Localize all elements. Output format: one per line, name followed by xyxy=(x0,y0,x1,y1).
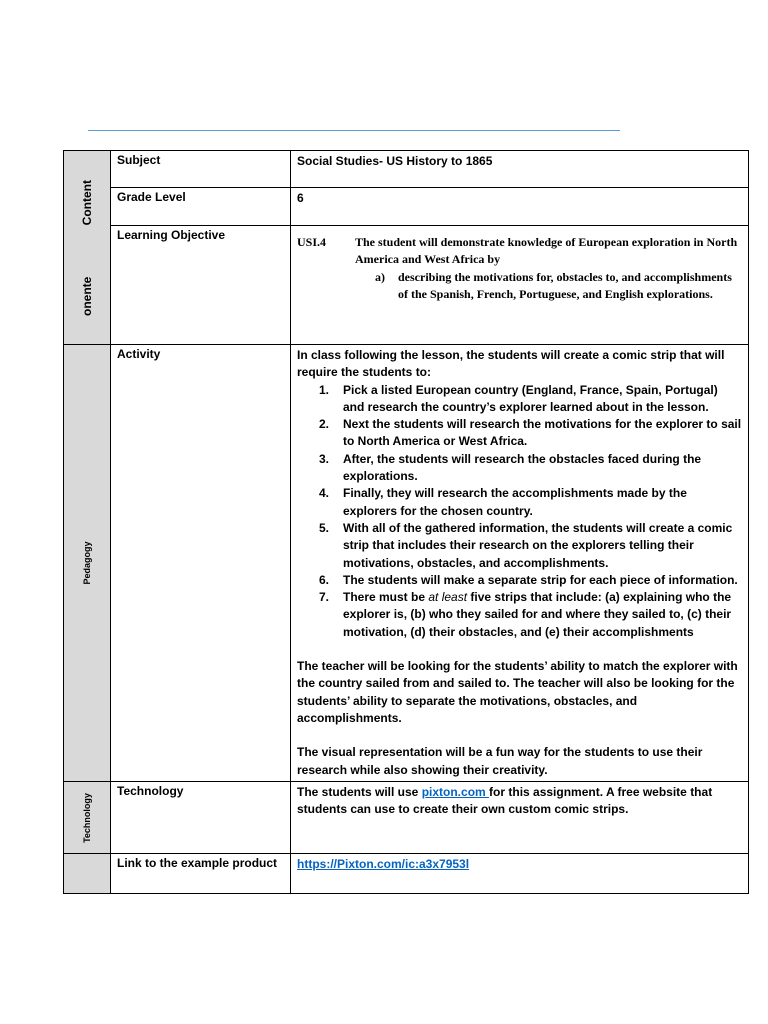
activity-label: Activity xyxy=(111,345,291,782)
subject-label: Subject xyxy=(111,151,291,188)
activity-value xyxy=(291,345,749,782)
example-label: Link to the example product xyxy=(111,854,291,894)
activity-steps xyxy=(319,382,742,641)
table-row xyxy=(64,345,749,782)
table-row xyxy=(64,782,749,854)
objective-sub-marker: a) xyxy=(375,269,385,284)
emphasis-text: at least xyxy=(428,590,468,605)
table-row xyxy=(64,188,749,226)
section-content-cell xyxy=(64,151,111,345)
objective-value xyxy=(291,226,749,345)
section-technology-cell xyxy=(64,782,111,854)
section-pedagogy-label: Pedagogy xyxy=(82,541,92,585)
grade-value: 6 xyxy=(291,188,749,226)
table-row xyxy=(64,151,749,188)
technology-value: The students will use pixton.com for this assignment. A free website that students can use to create their own custom comic strips. xyxy=(291,782,749,854)
list-item: 6. The students will make a separate strip for each piece of information. xyxy=(319,572,738,587)
technology-label: Technology xyxy=(111,782,291,854)
activity-paragraph-2: The visual representation will be a fun way for the students to use their research while also showing their creativity. xyxy=(297,745,703,777)
objective-text: The student will demonstrate knowledge of European exploration in North America and West Africa by xyxy=(355,235,738,267)
example-product-link[interactable]: https://Pixton.com/ic:a3x7953l xyxy=(297,857,470,871)
subject-value: Social Studies- US History to 1865 xyxy=(291,151,749,188)
list-item: 1. Pick a listed European country (England, France, Spain, Portugal) and research the country’s explorer learned about in the lesson. xyxy=(319,382,718,414)
objective-code: USI.4 xyxy=(297,235,327,249)
header-rule xyxy=(88,130,620,131)
list-item: 3. After, the students will research the obstacles faced during the explorations. xyxy=(319,451,702,484)
list-item: 2. Next the students will research the motivations for the explorer to sail to North America or West Africa. xyxy=(319,417,742,449)
table-row xyxy=(64,854,749,894)
objective-label: Learning Objective xyxy=(111,226,291,345)
objective-sub-text: describing the motivations for, obstacles to, and accomplishments of the Spanish, French, Portuguese, and English explorations. xyxy=(398,269,732,301)
lesson-plan-table xyxy=(63,150,749,894)
section-empty-cell xyxy=(64,854,111,894)
activity-paragraph-1: The teacher will be looking for the students’ ability to match the explorer with the country sailed from and sailed to. The teacher will also be looking for the students’ ability to separate the motivations, obstacles, and accomplishments. xyxy=(297,659,738,725)
grade-label: Grade Level xyxy=(111,188,291,226)
list-item: 5. With all of the gathered information, the students will create a comic strip that includes their research on the explorers telling their motivations, obstacles, and accomplishments. xyxy=(319,520,733,570)
section-technology-label: Technology xyxy=(82,792,92,843)
list-item: 4. Finally, they will research the accomplishments made by the explorers for the chosen country. xyxy=(319,486,687,518)
activity-intro: In class following the lesson, the students will create a comic strip that will require the students to: xyxy=(297,348,725,380)
table-row xyxy=(64,226,749,345)
example-value xyxy=(291,854,749,894)
list-item: 7. There must be at least five strips that include: (a) explaining who the explorer is, (b) who they sailed for and where they sailed to, (c) their motivation, (d) their obstacles, and (e) their accomplishments xyxy=(319,590,732,639)
section-pedagogy-cell xyxy=(64,345,111,782)
section-content-label: onente Content xyxy=(80,179,94,316)
pixton-link[interactable]: pixton.com xyxy=(421,785,490,799)
